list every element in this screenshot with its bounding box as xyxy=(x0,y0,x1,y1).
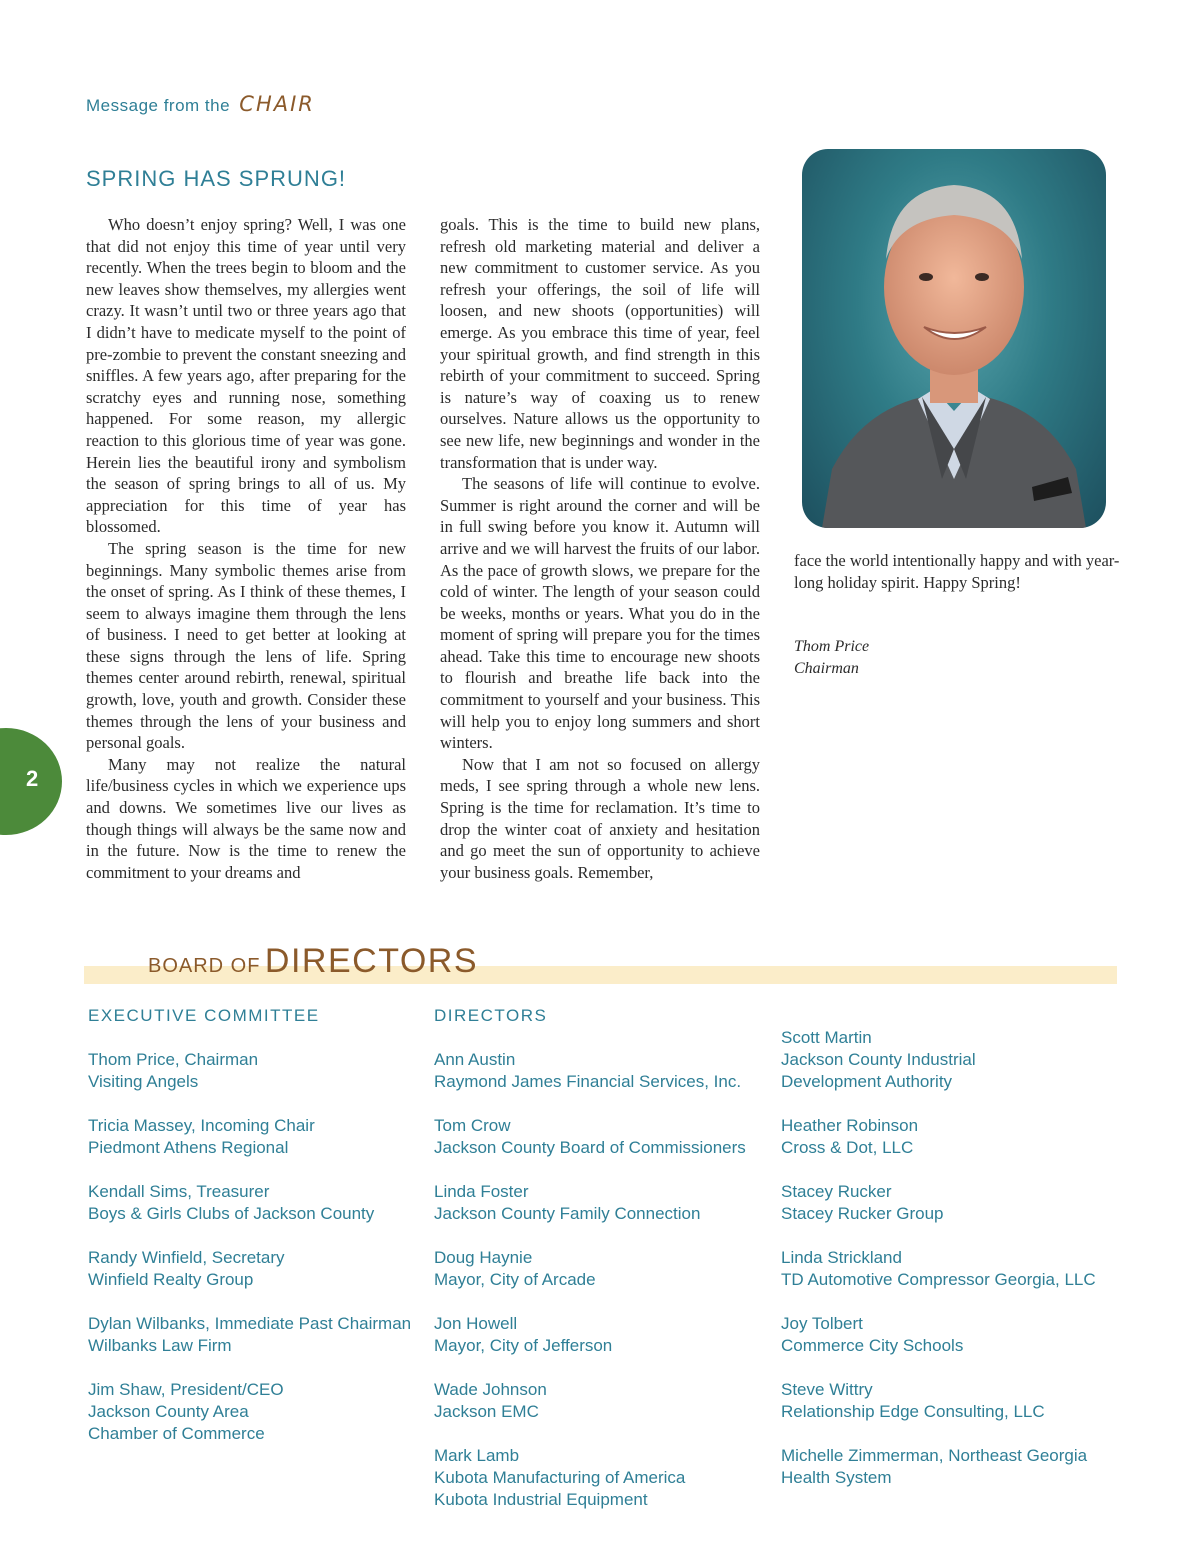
member-name: Heather Robinson xyxy=(781,1116,919,1135)
member-name: Tricia Massey, Incoming Chair xyxy=(88,1116,315,1135)
board-member xyxy=(781,1379,1121,1423)
kicker-text: Message from the xyxy=(86,96,231,115)
board-member xyxy=(88,1379,418,1445)
member-name: Steve Wittry xyxy=(781,1380,873,1399)
executive-committee-heading: EXECUTIVE COMMITTEE xyxy=(88,1006,320,1025)
member-name: Linda Foster xyxy=(434,1182,529,1201)
paragraph: Now that I am not so focused on allergy meds, I see spring through a whole new lens. Spring is the time for reclamation. It’s time to drop the winter coat of anxiety and hesitation and go meet the sun of opportunity to achieve your business goals. Remember, xyxy=(440,754,760,882)
member-org: Mayor, City of Arcade xyxy=(434,1270,596,1289)
member-org: Relationship Edge Consulting, LLC xyxy=(781,1402,1045,1421)
board-member xyxy=(88,1247,418,1291)
member-org: Mayor, City of Jefferson xyxy=(434,1336,613,1355)
member-org: Raymond James Financial Services, Inc. xyxy=(434,1072,742,1091)
board-member xyxy=(434,1247,764,1291)
member-org: Jackson County Industrial xyxy=(781,1050,976,1069)
directors-heading: DIRECTORS xyxy=(434,1006,548,1025)
section-kicker xyxy=(86,92,315,116)
kicker-emphasis: CHAIR xyxy=(239,92,315,116)
member-org: Stacey Rucker Group xyxy=(781,1204,944,1223)
member-org: Boys & Girls Clubs of Jackson County xyxy=(88,1204,375,1223)
member-name: Tom Crow xyxy=(434,1116,511,1135)
member-name: Jon Howell xyxy=(434,1314,518,1333)
member-org: Piedmont Athens Regional xyxy=(88,1138,289,1157)
portrait-illustration xyxy=(802,149,1106,528)
board-member xyxy=(434,1049,764,1093)
directors-column-1 xyxy=(434,1005,764,1533)
board-member xyxy=(781,1027,1121,1093)
board-member xyxy=(434,1181,764,1225)
member-name: Jim Shaw, President/CEO xyxy=(88,1380,284,1399)
board-member xyxy=(781,1313,1121,1357)
board-member xyxy=(434,1445,764,1511)
member-name: Ann Austin xyxy=(434,1050,516,1069)
executive-committee-column xyxy=(88,1005,418,1467)
board-member xyxy=(88,1313,418,1357)
member-org: Jackson County Board of Commissioners xyxy=(434,1138,746,1157)
board-member xyxy=(434,1379,764,1423)
member-name: Stacey Rucker xyxy=(781,1182,892,1201)
board-member xyxy=(781,1445,1121,1489)
board-member xyxy=(781,1247,1121,1291)
article-column-1 xyxy=(86,214,406,883)
signature-block xyxy=(794,636,869,680)
member-org: Cross & Dot, LLC xyxy=(781,1138,914,1157)
member-org: Wilbanks Law Firm xyxy=(88,1336,232,1355)
member-name: Doug Haynie xyxy=(434,1248,533,1267)
board-member xyxy=(88,1049,418,1093)
paragraph: Who doesn’t enjoy spring? Well, I was one that did not enjoy this time of year until very recently. When the trees begin to bloom and the new leaves show themselves, my allergies went crazy. It wasn’t until two or three years ago that I didn’t have to medicate myself to the point of pre-zombie to prevent the constant sneezing and sniffles. A few years ago, after preparing for the scratchy eyes and running nose, something happened. For some reason, my allergic reaction to this glorious time of year was gone. Herein lies the beautiful irony and symbolism the season of spring brings to all of us. My appreciation for this time of year has blossomed. xyxy=(86,215,406,537)
directors-column-2 xyxy=(781,1027,1121,1511)
member-name: Dylan Wilbanks, Immediate Past Chairman xyxy=(88,1314,412,1333)
signature-name: Thom Price xyxy=(794,638,870,655)
member-org: Kubota Industrial Equipment xyxy=(434,1490,648,1509)
board-heading-small: BOARD OF xyxy=(148,955,261,977)
member-org: Kubota Manufacturing of America xyxy=(434,1468,686,1487)
paragraph: Many may not realize the natural life/business cycles in which we experience ups and downs. We sometimes live our lives as though things will always be the same now and in the future. Now is the time to renew the commitment to your dreams and xyxy=(86,754,406,882)
paragraph: The seasons of life will continue to evolve. Summer is right around the corner and will be in full swing before you know it. Autumn will arrive and we will harvest the fruits of our labor. As the pace of growth slows, we prepare for the cold of winter. The length of your season could be weeks, months or years. What you do in the moment of spring will prepare you for the times ahead. Take this time to encourage new shoots to flourish and breathe life back into the commitment to yourself and your business. This will help you to enjoy long summers and short winters. xyxy=(440,474,760,753)
member-org: Chamber of Commerce xyxy=(88,1424,265,1443)
article-column-2 xyxy=(440,214,760,883)
member-name: Joy Tolbert xyxy=(781,1314,863,1333)
article-column-3 xyxy=(794,550,1124,594)
chairman-portrait xyxy=(802,149,1106,528)
member-org: TD Automotive Compressor Georgia, LLC xyxy=(781,1270,1096,1289)
board-member xyxy=(781,1115,1121,1159)
member-org: Jackson County Area xyxy=(88,1402,249,1421)
member-name: Wade Johnson xyxy=(434,1380,547,1399)
paragraph: The spring season is the time for new beginnings. Many symbolic themes arise from the onset of spring. As I think of these themes, I seem to always imagine them through the lens of business. I need to get better at looking at these signs through the lens of life. Spring themes center around rebirth, renewal, spiritual growth, love, youth and growth. Consider these themes through the lens of your business and personal goals. xyxy=(86,538,406,753)
board-member xyxy=(434,1115,764,1159)
member-name: Linda Strickland xyxy=(781,1248,902,1267)
board-member xyxy=(781,1181,1121,1225)
member-org: Visiting Angels xyxy=(88,1072,199,1091)
board-member xyxy=(88,1181,418,1225)
member-name: Michelle Zimmerman, Northeast Georgia xyxy=(781,1446,1088,1465)
member-name: Thom Price, Chairman xyxy=(88,1050,259,1069)
member-name: Scott Martin xyxy=(781,1028,872,1047)
member-org: Winfield Realty Group xyxy=(88,1270,254,1289)
member-org: Jackson EMC xyxy=(434,1402,539,1421)
member-name: Randy Winfield, Secretary xyxy=(88,1248,285,1267)
board-heading xyxy=(148,942,478,981)
member-org: Jackson County Family Connection xyxy=(434,1204,701,1223)
board-member xyxy=(88,1115,418,1159)
board-heading-big: DIRECTORS xyxy=(264,942,479,980)
paragraph: goals. This is the time to build new plans, refresh old marketing material and deliver a new commitment to customer service. As you refresh your offerings, the soil of life will loosen, and new shoots (opportunities) will emerge. As you embrace this time of year, feel your spiritual growth, and find strength in this rebirth of your commitment to succeed. Spring is nature’s way of coaxing us to renew ourselves. Nature allows us the opportunity to see new life, new beginnings and wonder in the transformation that is under way. xyxy=(440,215,760,472)
member-name: Kendall Sims, Treasurer xyxy=(88,1182,270,1201)
member-org: Health System xyxy=(781,1468,892,1487)
page-number: 2 xyxy=(26,766,39,791)
member-org: Commerce City Schools xyxy=(781,1336,964,1355)
signature-title: Chairman xyxy=(794,660,859,677)
closing-paragraph: face the world intentionally happy and with year-long holiday spirit. Happy Spring! xyxy=(794,551,1120,592)
board-member xyxy=(434,1313,764,1357)
member-name: Mark Lamb xyxy=(434,1446,520,1465)
member-org: Development Authority xyxy=(781,1072,953,1091)
article-headline: SPRING HAS SPRUNG! xyxy=(86,166,347,191)
